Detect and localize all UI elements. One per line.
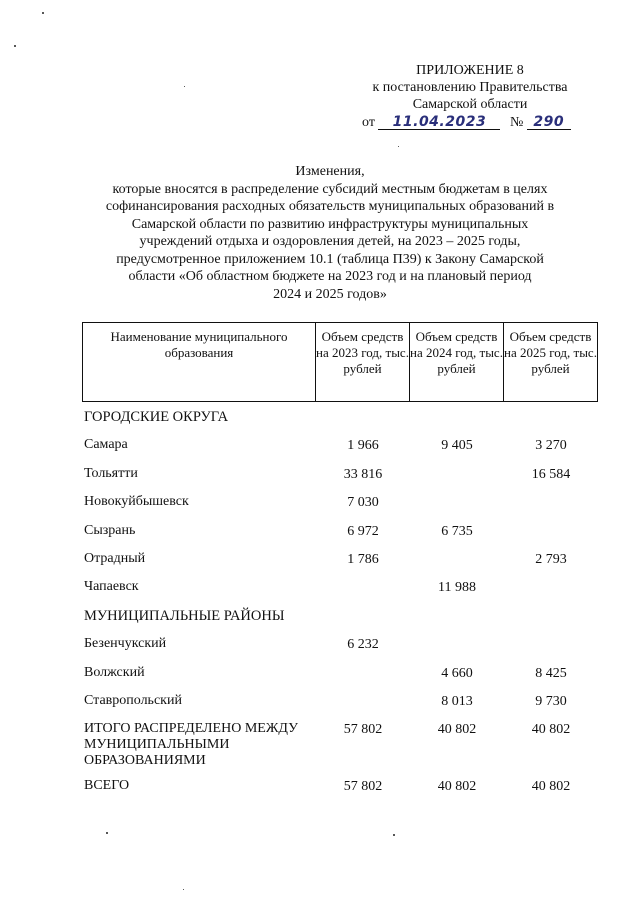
row-name: Ставропольский — [84, 692, 182, 708]
value-2025: 8 425 — [535, 665, 567, 681]
value-2023: 7 030 — [347, 495, 379, 511]
row-name: Самара — [84, 437, 128, 453]
handwritten-number: 290 — [533, 114, 565, 130]
scan-speck — [183, 889, 184, 890]
row-name: Тольятти — [84, 465, 138, 481]
total-distributed-row — [84, 718, 600, 775]
row-name: Отрадный — [84, 550, 146, 566]
row-name: Чапаевск — [84, 579, 139, 595]
scan-speck — [14, 45, 16, 47]
value-2023: 6 972 — [347, 523, 379, 539]
value-2024: 40 802 — [437, 779, 477, 795]
table-row — [84, 491, 600, 519]
table-header — [82, 322, 598, 402]
section-row-municipal-districts — [84, 605, 600, 633]
header-name: Наименование муниципального образования — [110, 329, 288, 360]
resolution-label: к постановлению Правительства — [372, 80, 568, 95]
table-row — [84, 576, 600, 604]
row-name: ГОРОДСКИЕ ОКРУГА — [84, 409, 229, 425]
from-label: от — [362, 115, 375, 130]
row-name: Безенчукский — [84, 636, 167, 652]
appendix-header — [350, 62, 590, 113]
value-2024: 9 405 — [441, 438, 473, 454]
scan-speck — [42, 12, 44, 14]
value-2024: 40 802 — [437, 722, 477, 738]
value-2025: 9 730 — [535, 693, 567, 709]
title-line: предусмотренное приложением 10.1 (таблица П39) к Закону Самарской — [116, 251, 544, 267]
value-2023: 1 786 — [347, 551, 379, 567]
value-2024: 4 660 — [441, 665, 473, 681]
value-2023: 1 966 — [347, 438, 379, 454]
title-line: 2024 и 2025 годов» — [273, 286, 387, 302]
row-name: ВСЕГО — [84, 778, 130, 794]
table-row — [84, 662, 600, 690]
grand-total-row — [84, 775, 600, 803]
section-row-city-districts — [84, 406, 600, 434]
handwritten-date: 11.04.2023 — [392, 114, 487, 130]
value-2023: 57 802 — [343, 779, 383, 795]
region-label: Самарской области — [412, 97, 528, 112]
value-2023: 33 816 — [343, 466, 383, 482]
value-2023: 57 802 — [343, 722, 383, 738]
row-name: Новокуйбышевск — [84, 494, 189, 510]
header-2024: Объем средств на 2024 год, тыс. рублей — [409, 323, 503, 401]
table-row — [84, 633, 600, 661]
order-date-number — [362, 114, 592, 131]
scan-speck — [393, 834, 395, 836]
title-line: которые вносятся в распределение субсидий местным бюджетам в целях — [112, 181, 548, 197]
scan-speck — [184, 86, 185, 87]
title-line: Изменения, — [295, 164, 365, 179]
value-2024: 8 013 — [441, 693, 473, 709]
title-line: учреждений отдыха и оздоровления детей, на 2023 – 2025 годы, — [139, 234, 521, 249]
table-row — [84, 434, 600, 462]
header-2023: Объем средств на 2023 год, тыс. рублей — [315, 323, 409, 401]
appendix-label: ПРИЛОЖЕНИЕ 8 — [416, 63, 524, 78]
scan-speck — [398, 146, 399, 147]
value-2023: 6 232 — [347, 637, 379, 653]
value-2025: 2 793 — [535, 551, 567, 567]
table-row — [84, 463, 600, 491]
value-2025: 3 270 — [535, 438, 567, 454]
value-2025: 16 584 — [531, 466, 571, 482]
number-label: № — [509, 115, 524, 130]
table-row — [84, 520, 600, 548]
row-name: ИТОГО РАСПРЕДЕЛЕНО МЕЖДУ МУНИЦИПАЛЬНЫМИ ОБРАЗОВАНИЯМИ — [84, 721, 298, 769]
value-2025: 40 802 — [531, 722, 571, 738]
row-name: Волжский — [84, 664, 145, 680]
table-row — [84, 690, 600, 718]
value-2024: 11 988 — [438, 580, 476, 596]
row-name: МУНИЦИПАЛЬНЫЕ РАЙОНЫ — [84, 607, 285, 624]
title-line: Самарской области по развитию инфраструктуры муниципальных — [131, 216, 529, 232]
row-name: Сызрань — [84, 522, 136, 538]
document-title — [90, 163, 570, 303]
table-body — [84, 406, 600, 804]
title-line: области «Об областном бюджете на 2023 год и на плановый период — [128, 269, 532, 284]
table-row — [84, 548, 600, 576]
scan-speck — [106, 832, 108, 834]
header-2025: Объем средств на 2025 год, тыс. рублей — [503, 323, 597, 401]
value-2025: 40 802 — [531, 779, 571, 795]
title-line: софинансирования расходных обязательств муниципальных образований в — [105, 199, 555, 214]
value-2024: 6 735 — [441, 523, 473, 539]
